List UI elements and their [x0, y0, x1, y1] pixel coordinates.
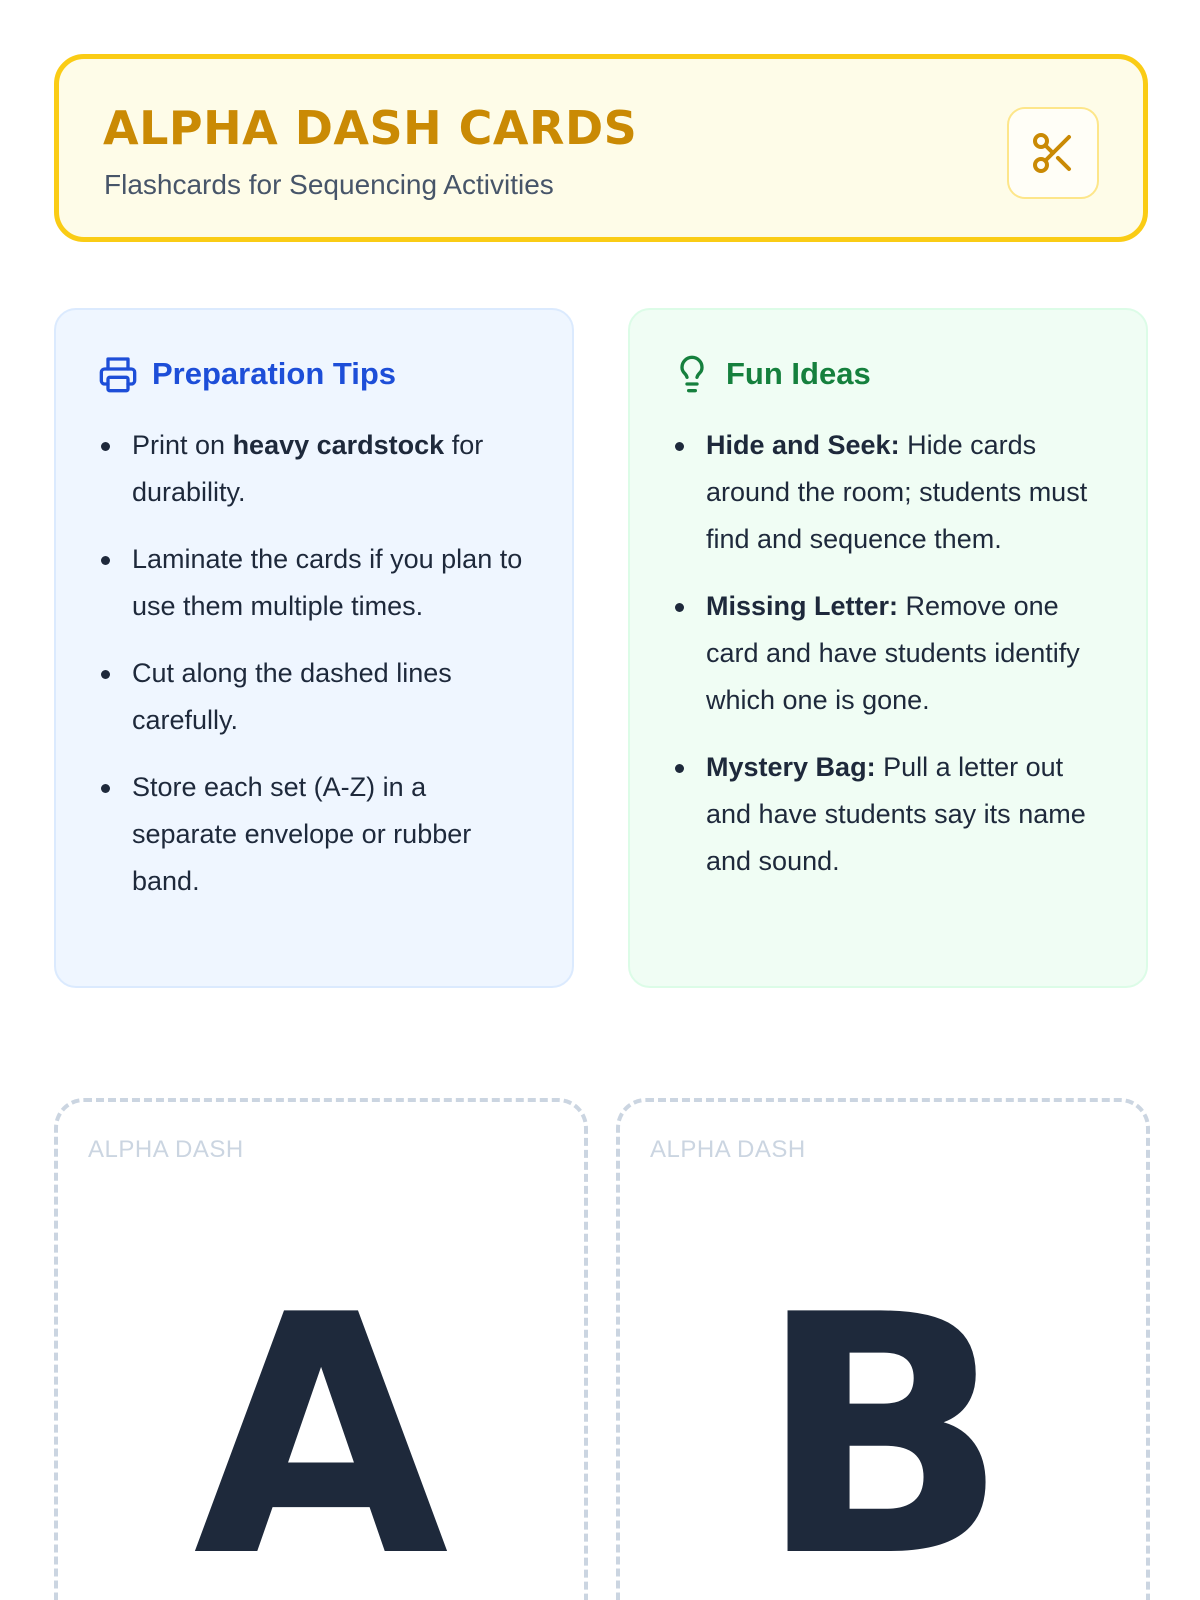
fun-idea-item	[672, 422, 1102, 563]
scissors-icon	[1029, 129, 1077, 177]
fun-idea-item-bold-text: Mystery Bag:	[706, 752, 876, 782]
scissors-button[interactable]	[1007, 107, 1099, 199]
preparation-tip-item-pre-text: Laminate the cards if you plan to use them multiple times.	[132, 544, 523, 621]
card-brand-label: ALPHA DASH	[650, 1136, 806, 1163]
fun-ideas-title: Fun Ideas	[726, 356, 871, 391]
fun-ideas-panel	[628, 308, 1148, 988]
fun-idea-item-post-text: Hide cards around the room; students must find and sequence them.	[706, 430, 1088, 554]
fun-idea-item	[672, 583, 1102, 724]
page-title: ALPHA DASH CARDS	[103, 101, 638, 155]
fun-idea-item-bold-text: Missing Letter:	[706, 591, 899, 621]
fun-ideas-heading	[672, 354, 871, 394]
card-letter: A	[193, 1245, 449, 1600]
fun-idea-item	[672, 744, 1102, 885]
preparation-tip-item	[98, 422, 528, 516]
preparation-tip-item-pre-text: Cut along the dashed lines carefully.	[132, 658, 452, 735]
fun-idea-item-post-text: Remove one card and have students identify which one is gone.	[706, 591, 1080, 715]
page-subtitle: Flashcards for Sequencing Activities	[104, 169, 554, 200]
card-letter: B	[757, 1245, 1009, 1600]
preparation-tips-heading	[98, 354, 396, 394]
printer-icon	[98, 354, 138, 394]
preparation-tip-item	[98, 764, 528, 905]
fun-idea-item-post-text: Pull a letter out and have students say its name and sound.	[706, 752, 1086, 876]
flashcard-a	[54, 1098, 588, 1600]
preparation-tips-list	[98, 422, 528, 925]
preparation-tip-item-pre-text: Print on	[132, 430, 233, 460]
lightbulb-icon	[672, 354, 712, 394]
preparation-tip-item-bold-text: heavy cardstock	[232, 430, 445, 460]
preparation-tip-item-post-text: for durability.	[132, 430, 484, 507]
preparation-tips-title: Preparation Tips	[152, 356, 397, 391]
header-banner	[54, 54, 1148, 242]
preparation-tips-panel	[54, 308, 574, 988]
fun-idea-item-bold-text: Hide and Seek:	[706, 430, 900, 460]
fun-ideas-list	[672, 422, 1102, 905]
card-brand-label: ALPHA DASH	[88, 1136, 244, 1163]
preparation-tip-item	[98, 536, 528, 630]
preparation-tip-item	[98, 650, 528, 744]
preparation-tip-item-pre-text: Store each set (A-Z) in a separate envelope or rubber band.	[132, 772, 472, 896]
flashcard-b	[616, 1098, 1150, 1600]
